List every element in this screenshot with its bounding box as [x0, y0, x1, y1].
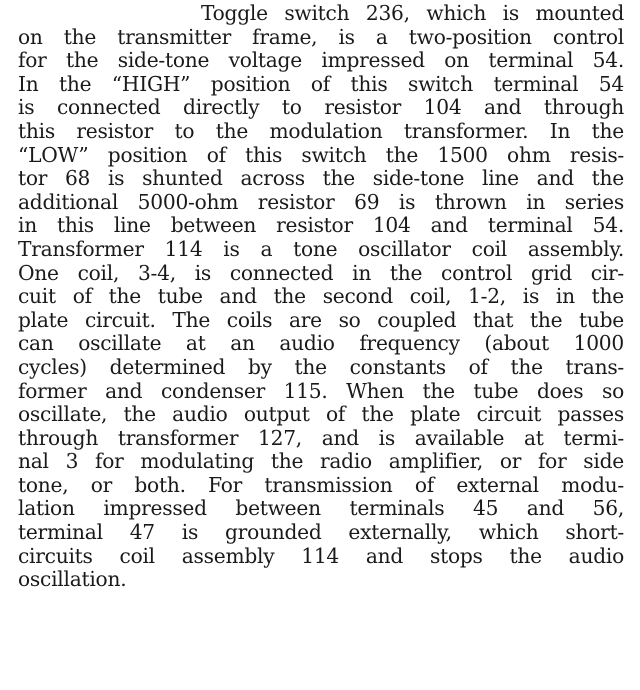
- text-line: on the transmitter frame, is a two-position control: [18, 24, 624, 49]
- text-line: former and condenser 115. When the tube does so: [18, 378, 624, 403]
- text-line: One coil, 3-4, is connected in the control grid cir-: [18, 260, 624, 285]
- text-line: through transformer 127, and is available at termi-: [18, 425, 624, 450]
- text-line: plate circuit. The coils are so coupled that the tube: [18, 307, 624, 332]
- text-line: this resistor to the modulation transformer. In the: [18, 118, 624, 143]
- text-line: for the side-tone voltage impressed on terminal 54.: [18, 48, 624, 73]
- text-line: tone, or both. For transmission of external modu-: [18, 472, 624, 497]
- text-line: oscillation.: [18, 567, 127, 592]
- text-line: Transformer 114 is a tone oscillator coil assembly.: [18, 236, 624, 261]
- text-line: in this line between resistor 104 and terminal 54.: [18, 213, 624, 238]
- text-line: cycles) determined by the constants of the trans-: [18, 354, 624, 379]
- text-line: lation impressed between terminals 45 and 56,: [18, 496, 624, 521]
- body-paragraph: [18, 2, 624, 592]
- text-line: terminal 47 is grounded externally, which short-: [18, 520, 624, 545]
- text-line: nal 3 for modulating the radio amplifier, or for side: [18, 449, 624, 474]
- text-line: cuit of the tube and the second coil, 1-2, is in the: [18, 284, 624, 309]
- text-line: In the “HIGH” position of this switch terminal 54: [18, 71, 624, 96]
- text-line: Toggle switch 236, which is mounted: [201, 1, 624, 25]
- text-line: oscillate, the audio output of the plate circuit passes: [18, 402, 624, 427]
- text-line: “LOW” position of this switch the 1500 ohm resis-: [18, 142, 624, 167]
- text-line: circuits coil assembly 114 and stops the audio: [18, 543, 624, 568]
- text-line: is connected directly to resistor 104 and through: [18, 95, 624, 120]
- text-line: tor 68 is shunted across the side-tone line and the: [18, 166, 624, 191]
- text-line: additional 5000-ohm resistor 69 is thrown in series: [18, 189, 624, 214]
- text-line: can oscillate at an audio frequency (about 1000: [18, 331, 624, 356]
